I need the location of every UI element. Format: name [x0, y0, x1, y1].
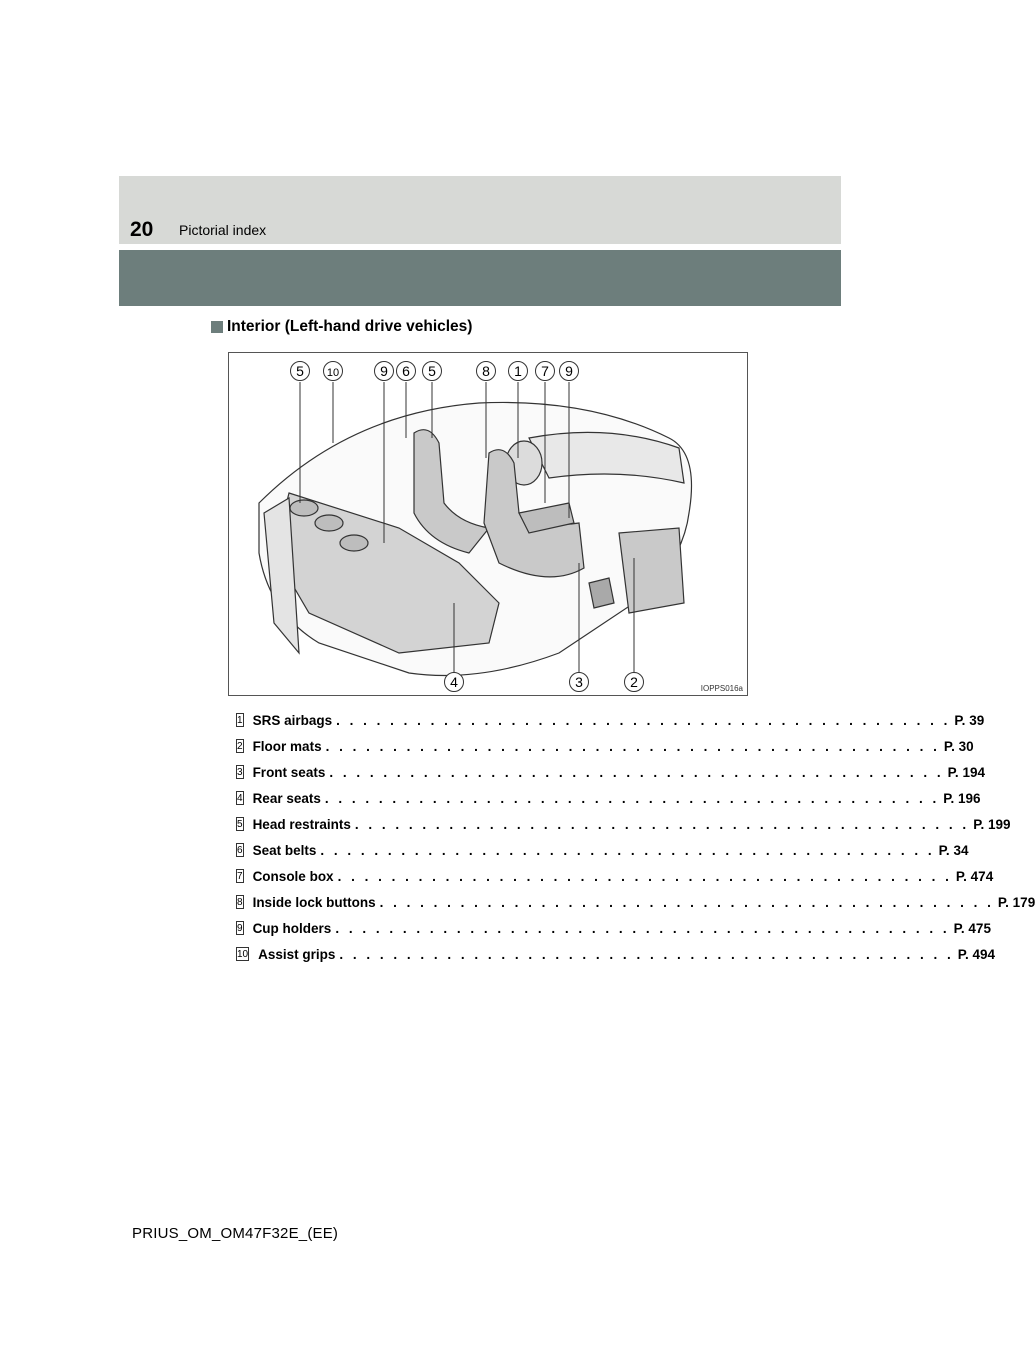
- legend-label: Front seats: [252, 764, 326, 780]
- leader-dots: . . . . . . . . . . . . . . . . . . . . . . . . . . . . . . . . . . . . . . . . . . . . . .: [336, 712, 951, 728]
- legend-number-badge: 2: [237, 740, 243, 752]
- leader-dots: . . . . . . . . . . . . . . . . . . . . . . . . . . . . . . . . . . . . . . . . . . . . . .: [379, 894, 994, 910]
- callout-label: 3: [575, 674, 583, 690]
- section-title: Pictorial index: [179, 222, 267, 238]
- bullet-square-icon: [211, 321, 223, 333]
- legend-number-badge: 9: [237, 922, 243, 934]
- page-reference: P. 34: [938, 842, 969, 858]
- legend-label: Cup holders: [252, 920, 332, 936]
- page-reference: P. 474: [955, 868, 994, 884]
- leader-dots: . . . . . . . . . . . . . . . . . . . . . . . . . . . . . . . . . . . . . . . . . . . . . .: [325, 738, 940, 754]
- legend-number-badge: 3: [237, 766, 243, 778]
- subsection-heading: [211, 318, 472, 336]
- legend-item: [236, 707, 985, 733]
- legend-item: [236, 811, 1011, 837]
- footer-document-code: PRIUS_OM_OM47F32E_(EE): [132, 1225, 339, 1242]
- callout-label: 4: [450, 674, 458, 690]
- legend-item: [236, 785, 981, 811]
- legend-label: Floor mats: [252, 738, 322, 754]
- legend-item: [236, 941, 996, 967]
- legend-label: SRS airbags: [252, 712, 333, 728]
- callout-label: 2: [630, 674, 638, 690]
- page-number: 20: [130, 218, 154, 241]
- legend-number-badge: 7: [237, 870, 243, 882]
- callout-label: 6: [402, 363, 410, 379]
- callout-label: 5: [296, 363, 304, 379]
- legend-list: [236, 707, 1035, 967]
- callout-label: 8: [482, 363, 490, 379]
- page-reference: P. 30: [943, 738, 974, 754]
- page-reference: P. 196: [943, 790, 981, 806]
- legend-number-badge: 4: [237, 792, 243, 804]
- callout-label: 1: [514, 363, 522, 379]
- legend-label: Head restraints: [252, 816, 351, 832]
- legend-label: Console box: [252, 868, 334, 884]
- leader-dots: . . . . . . . . . . . . . . . . . . . . . . . . . . . . . . . . . . . . . . . . . . . . . .: [354, 816, 970, 832]
- callout-label: 7: [541, 363, 549, 379]
- leader-dots: . . . . . . . . . . . . . . . . . . . . . . . . . . . . . . . . . . . . . . . . . . . . . .: [324, 790, 940, 806]
- page-reference: P. 475: [953, 920, 991, 936]
- callout-label: 9: [380, 363, 388, 379]
- legend-label: Seat belts: [252, 842, 317, 858]
- legend-number-badge: 5: [237, 818, 243, 830]
- callout-label: 9: [565, 363, 573, 379]
- legend-number-badge: 8: [237, 896, 243, 908]
- legend-item: [236, 733, 974, 759]
- interior-illustration: [228, 352, 748, 696]
- figure-code: IOPPS016a: [700, 684, 743, 693]
- title-band: [119, 250, 841, 306]
- legend-number-badge: 1: [237, 714, 243, 726]
- page-reference: P. 199: [973, 816, 1011, 832]
- legend-item: [236, 863, 994, 889]
- callout-label: 5: [428, 363, 436, 379]
- page-reference: P. 494: [957, 946, 996, 962]
- page-reference: P. 39: [954, 712, 985, 728]
- car-interior-drawing: [229, 353, 747, 695]
- legend-item: [236, 759, 985, 785]
- leader-dots: . . . . . . . . . . . . . . . . . . . . . . . . . . . . . . . . . . . . . . . . . . . . . .: [339, 946, 954, 962]
- legend-item: [236, 837, 969, 863]
- subsection-heading-text: Interior (Left-hand drive vehicles): [227, 318, 473, 335]
- legend-item: [236, 915, 991, 941]
- callout-label: 10: [326, 367, 340, 379]
- page-reference: P. 194: [947, 764, 985, 780]
- leader-dots: . . . . . . . . . . . . . . . . . . . . . . . . . . . . . . . . . . . . . . . . . . . . . .: [320, 842, 935, 858]
- legend-number-badge: 10: [237, 948, 249, 960]
- legend-item: [236, 889, 1035, 915]
- legend-label: Inside lock buttons: [252, 894, 376, 910]
- leader-dots: . . . . . . . . . . . . . . . . . . . . . . . . . . . . . . . . . . . . . . . . . . . . . .: [335, 920, 950, 936]
- legend-label: Rear seats: [252, 790, 321, 806]
- leader-dots: . . . . . . . . . . . . . . . . . . . . . . . . . . . . . . . . . . . . . . . . . . . . . .: [337, 868, 952, 884]
- legend-number-badge: 6: [237, 844, 243, 856]
- leader-dots: . . . . . . . . . . . . . . . . . . . . . . . . . . . . . . . . . . . . . . . . . . . . . .: [329, 764, 944, 780]
- legend-label: Assist grips: [258, 946, 336, 962]
- page-reference: P. 179: [997, 894, 1035, 910]
